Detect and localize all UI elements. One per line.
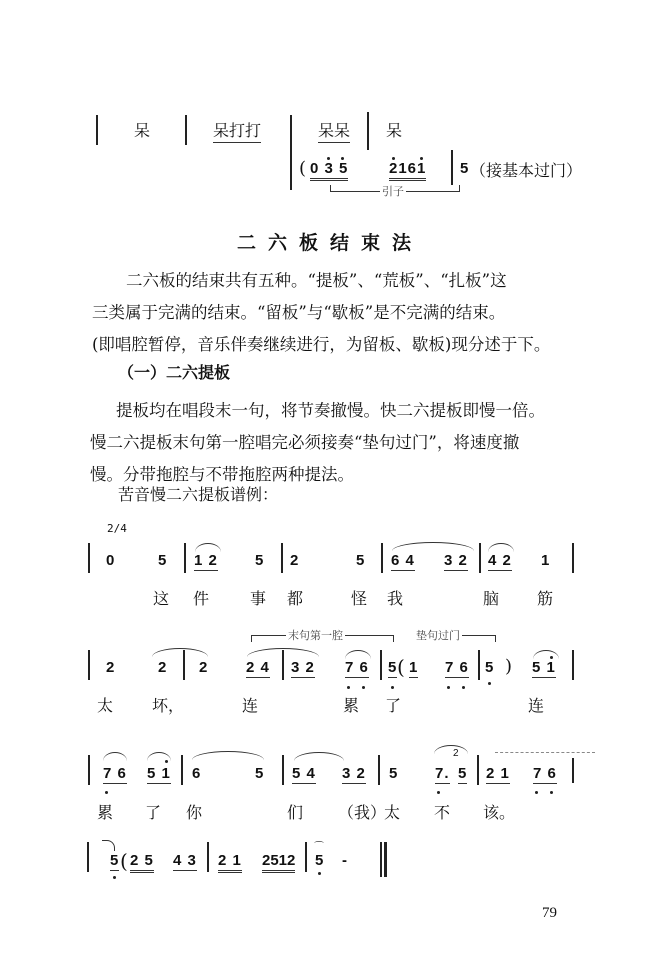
barline <box>572 543 574 573</box>
final-barline-thick <box>384 842 387 877</box>
barline <box>185 115 187 145</box>
high-dot <box>550 656 553 659</box>
sustain-dash: - <box>342 852 348 869</box>
low-dot <box>318 872 321 875</box>
barline <box>183 650 185 680</box>
slur <box>103 752 127 761</box>
paragraph-line: 提板均在唱段末一句，将节奏撤慢。快二六提板即慢一倍。 <box>116 401 545 420</box>
barline <box>184 543 186 573</box>
note-group: 7 6 <box>345 659 369 676</box>
low-dot <box>362 686 365 689</box>
barline <box>88 650 90 680</box>
intro-paragraph <box>94 265 584 361</box>
slur <box>434 745 468 754</box>
paragraph-line: 慢。分带拖腔与不带拖腔两种提法。 <box>90 465 354 484</box>
note: 5 <box>458 765 468 782</box>
barline <box>451 150 453 185</box>
lyric: 该。 <box>483 803 516 822</box>
grace-note: 2 <box>453 748 459 759</box>
note-group: 1 2 <box>194 552 218 569</box>
note-group: 5 4 <box>292 765 316 782</box>
high-dot <box>165 760 168 763</box>
note-group: 2512 <box>262 852 295 873</box>
barline <box>367 112 369 150</box>
lyric: 累 <box>97 803 114 822</box>
low-dot <box>391 686 394 689</box>
barline <box>477 755 479 785</box>
note-group: 7 6 <box>103 765 127 782</box>
lyric: 件 <box>193 589 210 608</box>
transition-annotation: 垫句过门 <box>416 629 460 642</box>
slur <box>152 648 208 657</box>
slur <box>533 650 559 659</box>
slur <box>345 650 371 659</box>
barline <box>572 650 574 680</box>
fermata-icon: ⌒ <box>314 842 324 853</box>
lyric: 呆呆 <box>318 118 350 143</box>
lyric: 这 <box>153 589 170 608</box>
lyric: 们 <box>287 803 304 822</box>
lyric: 脑 <box>483 589 500 608</box>
low-dot <box>437 791 440 794</box>
note: 2 <box>290 552 300 569</box>
barline <box>381 543 383 573</box>
slur <box>294 752 344 761</box>
intro-bracket-label: 引子 <box>382 185 404 198</box>
lyric: 呆打打 <box>213 118 261 143</box>
note: 5 <box>356 552 366 569</box>
example-label: 苦音慢二六提板谱例： <box>118 485 279 504</box>
barline <box>282 755 284 785</box>
slur <box>192 751 264 760</box>
note-group: 3 2 <box>444 552 468 569</box>
note: 5 <box>110 852 120 869</box>
lyric: 了 <box>145 803 162 822</box>
final-barline <box>380 842 382 877</box>
note: 1 <box>541 552 551 569</box>
lyric: 累 <box>343 696 360 715</box>
lyric: 你 <box>186 803 203 822</box>
low-dot <box>105 791 108 794</box>
note: 2 <box>199 659 209 676</box>
note-group: 5 1 <box>532 659 556 676</box>
note-group: 2 5 <box>130 852 154 873</box>
barline <box>207 842 209 872</box>
slur <box>392 542 474 551</box>
note-group: 2 4 <box>246 659 270 676</box>
low-dot <box>462 686 465 689</box>
close-paren: ) <box>505 656 513 677</box>
barline <box>181 755 183 785</box>
note-group: 7 6 <box>445 659 469 676</box>
lyric: 太 <box>97 696 114 715</box>
section-title: 二六板结束法 <box>236 232 423 254</box>
low-dot <box>550 791 553 794</box>
note-group: 2 1 <box>486 765 510 782</box>
tie <box>102 840 115 851</box>
low-dot <box>347 686 350 689</box>
note-group: 3 2 <box>342 765 366 782</box>
note: 2 <box>106 659 116 676</box>
time-signature: 2/4 <box>107 522 127 535</box>
lyric: 呆 <box>134 121 151 140</box>
subsection-paragraph <box>90 395 584 491</box>
note: 5 <box>460 160 470 177</box>
note: 5 <box>388 659 398 676</box>
barline <box>305 842 307 872</box>
lyric: 都 <box>287 589 304 608</box>
note-group: 7 6 <box>533 765 557 782</box>
note: 5 <box>315 852 325 869</box>
note: 5 <box>255 765 265 782</box>
paragraph-line: 二六板的结束共有五种。“提板”、“荒板”、“扎板”这 <box>126 271 507 290</box>
note: 1 <box>409 659 419 676</box>
note: 5 <box>389 765 399 782</box>
phrase-annotation: 末句第一腔 <box>288 629 343 642</box>
note-group: 3 2 <box>291 659 315 676</box>
paragraph-line: (即唱腔暂停，音乐伴奏继续进行，为留板、歇板)现分述于下。 <box>92 335 551 354</box>
barline <box>88 755 90 785</box>
subsection-heading: （一）二六提板 <box>118 363 231 382</box>
barline <box>380 650 382 680</box>
note: 7. <box>435 765 450 782</box>
lyric: （我） <box>338 803 387 822</box>
lyric: 连 <box>528 696 545 715</box>
lyric: 不 <box>434 803 451 822</box>
barline <box>478 650 480 680</box>
lyric: 坏， <box>152 696 185 715</box>
high-dot <box>392 157 395 160</box>
note: 5 <box>485 659 495 676</box>
note: 5 <box>255 552 265 569</box>
lyric: 筋 <box>537 589 554 608</box>
lyric: 了 <box>385 696 402 715</box>
high-dot <box>341 157 344 160</box>
barline <box>87 842 89 872</box>
end-note-label: （接基本过门） <box>470 161 583 180</box>
note: 0 <box>106 552 116 569</box>
low-dot <box>535 791 538 794</box>
high-dot <box>327 157 330 160</box>
low-dot <box>113 876 116 879</box>
lyric: 事 <box>250 589 267 608</box>
low-dot <box>488 682 491 685</box>
note-group: 2 1 <box>218 852 242 873</box>
note-group: 6 4 <box>391 552 415 569</box>
barline <box>96 115 98 145</box>
barline <box>378 755 380 785</box>
slur <box>488 543 514 552</box>
open-paren: ( <box>397 655 405 679</box>
paragraph-line: 慢二六提板末句第一腔唱完必须接奏“垫句过门”，将速度撤 <box>90 433 520 452</box>
barline <box>479 543 481 573</box>
lyric: 连 <box>242 696 259 715</box>
note: 2 <box>158 659 168 676</box>
note-group: 4 3 <box>173 852 197 869</box>
note: 5 <box>158 552 168 569</box>
note-group: 2161 <box>389 160 426 181</box>
note-group: 0 3 5 <box>310 160 348 181</box>
page-number: 79 <box>542 905 557 921</box>
barline <box>281 543 283 573</box>
note: 6 <box>192 765 202 782</box>
paragraph-line: 三类属于完满的结束。“留板”与“歇板”是不完满的结束。 <box>92 303 506 322</box>
barline <box>88 543 90 573</box>
barline <box>282 650 284 680</box>
lyric: 我 <box>387 589 404 608</box>
slur <box>195 543 221 552</box>
open-paren: ( <box>120 849 128 873</box>
continuation-line <box>495 752 595 753</box>
barline <box>572 758 574 783</box>
lyric: 太 <box>384 803 401 822</box>
low-dot <box>447 686 450 689</box>
high-dot <box>420 157 423 160</box>
lyric: 呆 <box>386 121 403 140</box>
open-paren: ( <box>299 158 307 179</box>
lyric: 怪 <box>351 589 368 608</box>
barline <box>290 115 292 190</box>
note-group: 5 1 <box>147 765 171 782</box>
note-group: 4 2 <box>488 552 512 569</box>
